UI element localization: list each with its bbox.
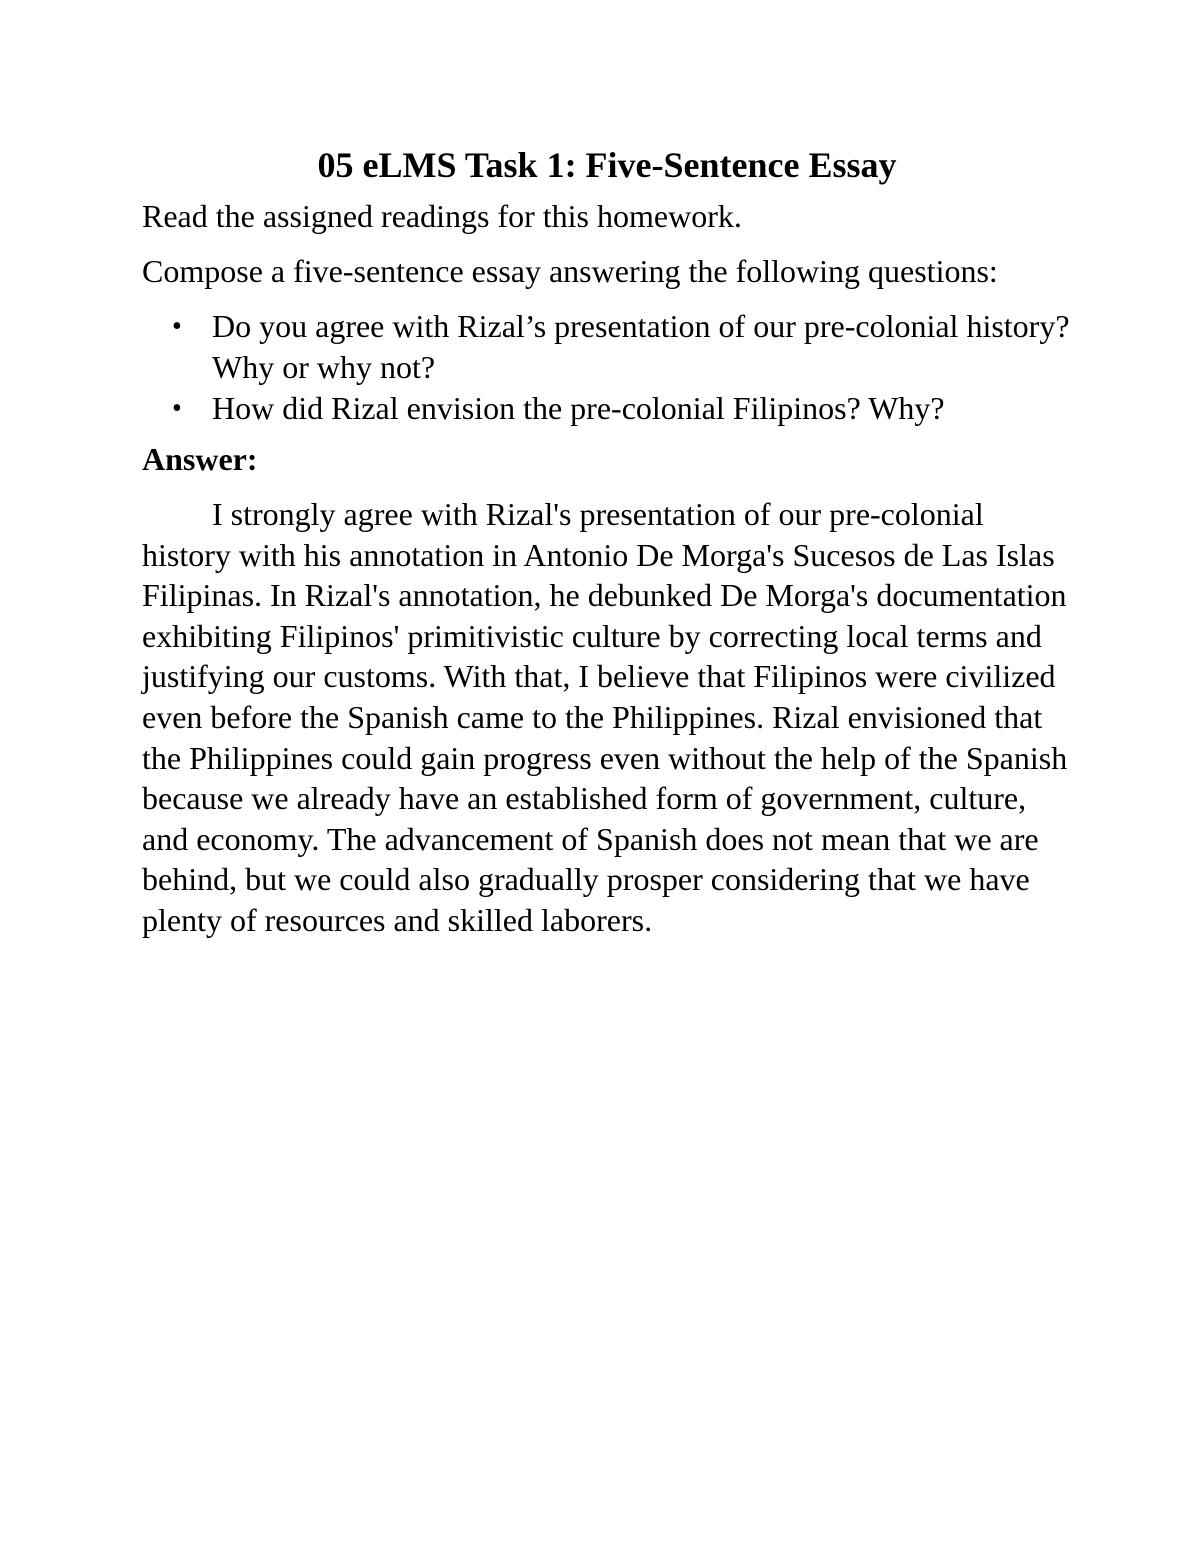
question-list <box>142 306 1072 429</box>
question-item <box>142 306 1072 388</box>
instruction-read: Read the assigned readings for this homework. <box>142 198 742 234</box>
question-item <box>142 388 1072 429</box>
document-title: 05 eLMS Task 1: Five-Sentence Essay <box>317 145 897 185</box>
bullet-icon: • <box>172 393 182 424</box>
instruction-compose: Compose a five-sentence essay answering the following questions: <box>142 253 998 289</box>
question-text: How did Rizal envision the pre-colonial Filipinos? Why? <box>212 390 945 426</box>
document-content <box>142 140 1072 941</box>
bullet-icon: • <box>172 311 182 342</box>
answer-paragraph: I strongly agree with Rizal's presentation of our pre-colonial history with his annotation in Antonio De Morga's Sucesos de Las Islas Filipinas. In Rizal's annotation, he debunked De Morga's documentation exhibiting Filipinos' primitivistic culture by correcting local terms and justifying our customs. With that, I believe that Filipinos were civilized even before the Spanish came to the Philippines. Rizal envisioned that the Philippines could gain progress even without the help of the Spanish because we already have an established form of government, culture, and economy. The advancement of Spanish does not mean that we are behind, but we could also gradually prosper considering that we have plenty of resources and skilled laborers. <box>142 496 1068 938</box>
answer-label: Answer: <box>142 441 258 477</box>
question-text: Do you agree with Rizal’s presentation of our pre-colonial history? Why or why not? <box>212 308 1070 385</box>
